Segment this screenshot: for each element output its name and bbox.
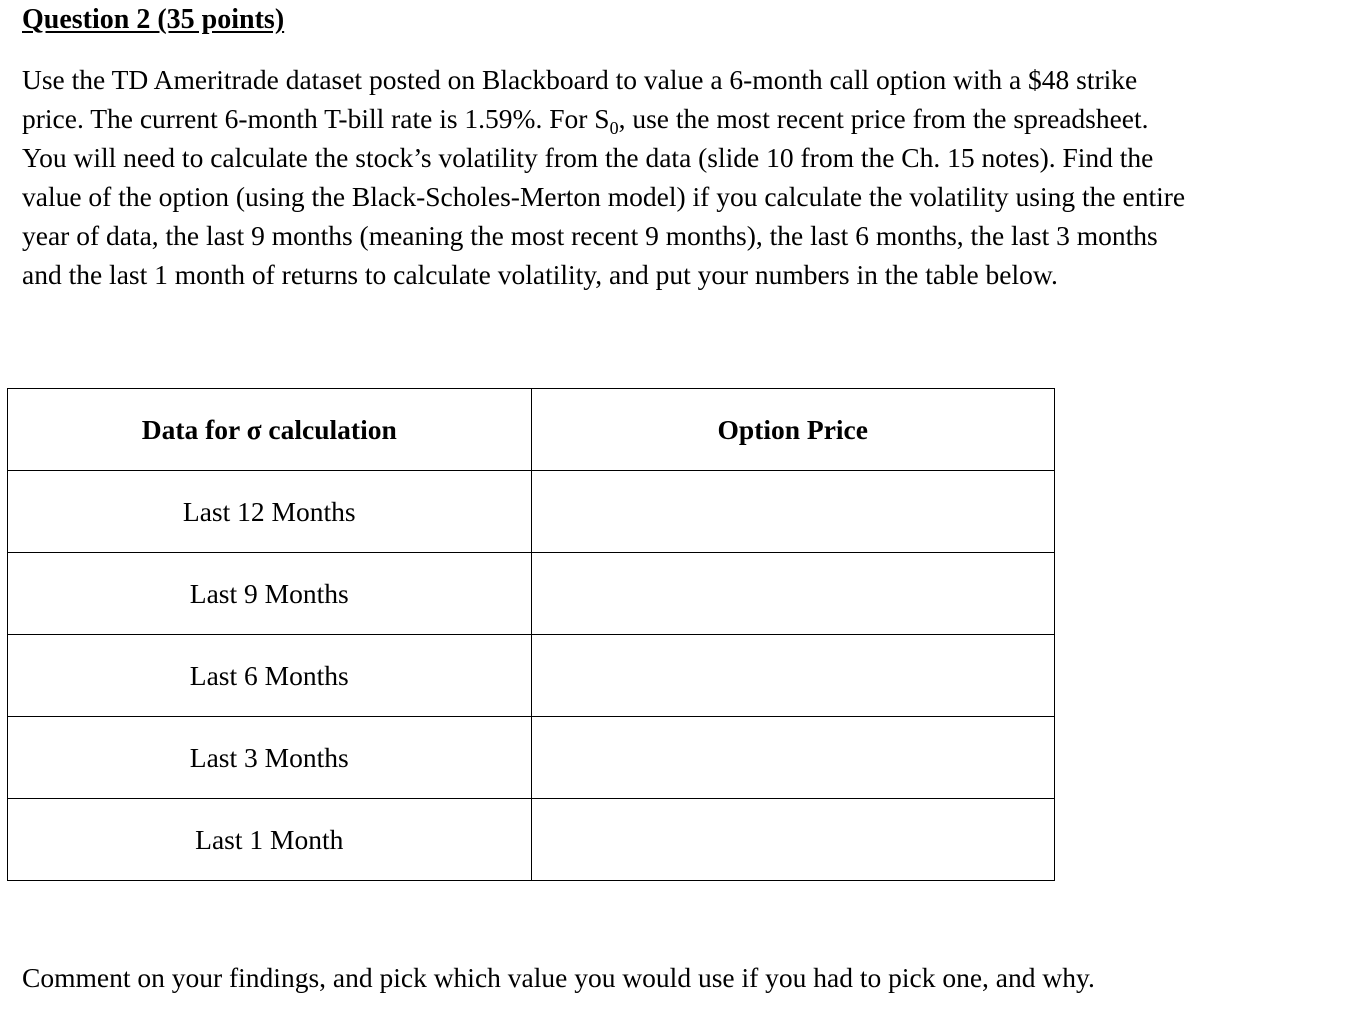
table-row <box>8 799 1055 881</box>
comment-prompt: Comment on your findings, and pick which value you would use if you had to pick one, and why. <box>22 962 1095 993</box>
period-cell: Last 12 Months <box>8 471 532 553</box>
question-heading: Question 2 (35 points) <box>22 4 285 35</box>
period-cell: Last 1 Month <box>8 799 532 881</box>
header-data-for-sigma: Data for σ calculation <box>8 389 532 471</box>
paragraph-line-4: value of the option (using the Black-Scholes-Merton model) if you calculate the volatility using the entire <box>22 181 1186 212</box>
question-paragraph <box>22 60 1322 294</box>
table-row <box>8 471 1055 553</box>
paragraph-line-2-start: price. The current 6-month T-bill rate is 1.59%. For S <box>22 103 610 134</box>
option-price-cell[interactable] <box>531 717 1055 799</box>
option-price-cell[interactable] <box>531 799 1055 881</box>
subscript-zero: 0 <box>609 118 619 138</box>
paragraph-line-1: Use the TD Ameritrade dataset posted on Blackboard to value a 6-month call option with a $48 strike <box>22 64 1138 95</box>
table-row <box>8 553 1055 635</box>
table-row <box>8 717 1055 799</box>
period-cell: Last 3 Months <box>8 717 532 799</box>
option-price-cell[interactable] <box>531 471 1055 553</box>
period-cell: Last 6 Months <box>8 635 532 717</box>
header-option-price: Option Price <box>531 389 1055 471</box>
table-header-row <box>8 389 1055 471</box>
option-price-table <box>7 388 1055 881</box>
option-price-cell[interactable] <box>531 635 1055 717</box>
paragraph-line-5: year of data, the last 9 months (meaning the most recent 9 months), the last 6 months, the last 3 months <box>22 220 1158 251</box>
paragraph-line-3: You will need to calculate the stock’s volatility from the data (slide 10 from the Ch. 15 notes). Find the <box>22 142 1154 173</box>
period-cell: Last 9 Months <box>8 553 532 635</box>
paragraph-line-2 <box>22 99 1322 138</box>
paragraph-line-2-end: , use the most recent price from the spreadsheet. <box>618 103 1149 134</box>
paragraph-line-6: and the last 1 month of returns to calculate volatility, and put your numbers in the table below. <box>22 259 1058 290</box>
table-row <box>8 635 1055 717</box>
option-price-cell[interactable] <box>531 553 1055 635</box>
